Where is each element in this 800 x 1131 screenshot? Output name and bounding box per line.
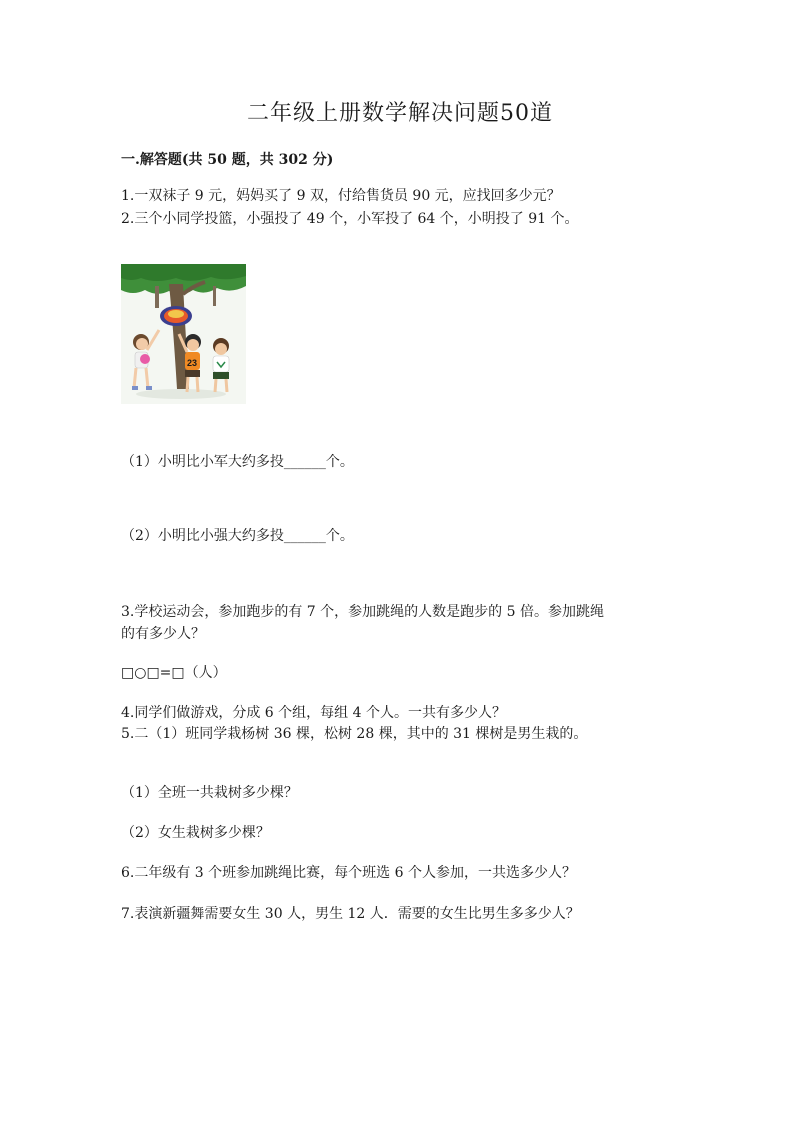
question-7: 7.表演新疆舞需要女生 30 人，男生 12 人．需要的女生比男生多多少人？ xyxy=(121,906,580,922)
question-3-line-1: 3.学校运动会，参加跑步的有 7 个，参加跳绳的人数是跑步的 5 倍。参加跳绳 xyxy=(121,604,604,620)
question-5-part-1: （1）全班一共栽树多少棵？ xyxy=(121,785,298,801)
section-heading: 一.解答题(共 50 题，共 302 分) xyxy=(121,152,334,168)
question-3-line-2: 的有多少人？ xyxy=(121,626,205,642)
jersey-number: 23 xyxy=(187,358,198,368)
question-2: 2.三个小同学投篮，小强投了 49 个，小军投了 64 个，小明投了 91 个。 xyxy=(121,211,579,227)
page-title: 二年级上册数学解决问题50道 xyxy=(247,101,553,126)
question-2-part-1: （1）小明比小军大约多投______个。 xyxy=(121,454,354,470)
question-5: 5.二（1）班同学栽杨树 36 棵，松树 28 棵，其中的 31 棵树是男生栽的。 xyxy=(121,726,588,742)
question-1: 1.一双袜子 9 元，妈妈买了 9 双，付给售货员 90 元，应找回多少元？ xyxy=(121,188,561,204)
question-2-part-2: （2）小明比小强大约多投______个。 xyxy=(121,528,354,544)
question-3-formula: □○□=□（人） xyxy=(121,665,227,681)
question-4: 4.同学们做游戏，分成 6 个组，每组 4 个人。一共有多少人？ xyxy=(121,705,506,721)
question-5-part-2: （2）女生栽树多少棵？ xyxy=(121,825,270,841)
basketball-kids-illustration xyxy=(121,264,246,404)
question-6: 6.二年级有 3 个班参加跳绳比赛，每个班选 6 个人参加，一共选多少人？ xyxy=(121,865,576,881)
